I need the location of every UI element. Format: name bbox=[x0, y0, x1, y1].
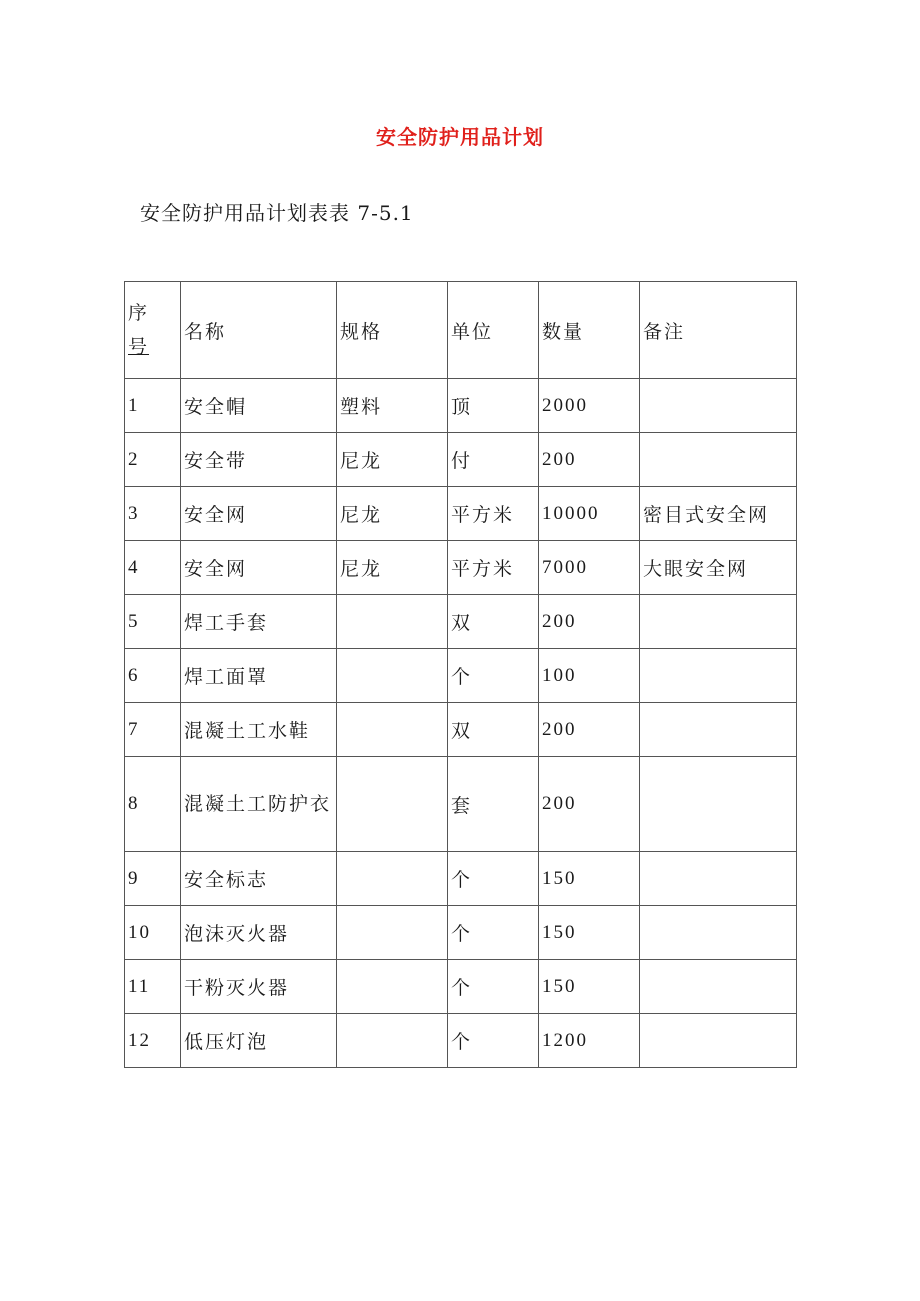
cell-qty: 100 bbox=[539, 649, 640, 703]
cell-unit: 套 bbox=[448, 757, 539, 852]
cell-spec bbox=[337, 595, 448, 649]
header-seq bbox=[125, 282, 181, 379]
cell-seq: 8 bbox=[125, 757, 181, 852]
cell-spec: 尼龙 bbox=[337, 487, 448, 541]
cell-name: 安全网 bbox=[181, 487, 337, 541]
table-row bbox=[125, 852, 797, 906]
cell-unit: 平方米 bbox=[448, 487, 539, 541]
cell-qty: 10000 bbox=[539, 487, 640, 541]
cell-spec bbox=[337, 852, 448, 906]
document-title: 安全防护用品计划 bbox=[376, 125, 544, 149]
cell-seq: 4 bbox=[125, 541, 181, 595]
cell-remark bbox=[640, 852, 797, 906]
cell-spec bbox=[337, 1014, 448, 1068]
cell-unit: 平方米 bbox=[448, 541, 539, 595]
table-caption: 安全防护用品计划表表 7-5.1 bbox=[140, 201, 414, 225]
cell-qty: 150 bbox=[539, 852, 640, 906]
header-name: 名称 bbox=[181, 282, 337, 379]
cell-seq: 10 bbox=[125, 906, 181, 960]
cell-name: 焊工手套 bbox=[181, 595, 337, 649]
cell-unit: 个 bbox=[448, 906, 539, 960]
cell-remark bbox=[640, 595, 797, 649]
cell-name: 安全网 bbox=[181, 541, 337, 595]
table-row bbox=[125, 649, 797, 703]
cell-name: 焊工面罩 bbox=[181, 649, 337, 703]
cell-seq: 5 bbox=[125, 595, 181, 649]
cell-remark bbox=[640, 906, 797, 960]
cell-unit: 双 bbox=[448, 595, 539, 649]
table-row bbox=[125, 487, 797, 541]
table-row bbox=[125, 906, 797, 960]
cell-seq: 9 bbox=[125, 852, 181, 906]
cell-spec bbox=[337, 906, 448, 960]
cell-seq: 3 bbox=[125, 487, 181, 541]
table-row bbox=[125, 960, 797, 1014]
cell-spec: 塑料 bbox=[337, 379, 448, 433]
cell-remark bbox=[640, 757, 797, 852]
table-row bbox=[125, 541, 797, 595]
cell-seq: 11 bbox=[125, 960, 181, 1014]
table-row bbox=[125, 379, 797, 433]
table-row bbox=[125, 433, 797, 487]
cell-unit: 个 bbox=[448, 960, 539, 1014]
cell-qty: 2000 bbox=[539, 379, 640, 433]
cell-qty: 150 bbox=[539, 906, 640, 960]
cell-qty: 150 bbox=[539, 960, 640, 1014]
cell-spec bbox=[337, 757, 448, 852]
cell-qty: 200 bbox=[539, 757, 640, 852]
cell-remark bbox=[640, 433, 797, 487]
cell-remark bbox=[640, 649, 797, 703]
cell-name: 泡沫灭火器 bbox=[181, 906, 337, 960]
header-seq-line2: 号 bbox=[128, 336, 150, 358]
cell-spec: 尼龙 bbox=[337, 433, 448, 487]
cell-spec bbox=[337, 649, 448, 703]
cell-seq: 12 bbox=[125, 1014, 181, 1068]
cell-name: 干粉灭火器 bbox=[181, 960, 337, 1014]
cell-seq: 7 bbox=[125, 703, 181, 757]
cell-name: 混凝土工防护衣 bbox=[181, 757, 337, 852]
cell-unit: 顶 bbox=[448, 379, 539, 433]
cell-seq: 1 bbox=[125, 379, 181, 433]
cell-seq: 6 bbox=[125, 649, 181, 703]
header-unit: 单位 bbox=[448, 282, 539, 379]
header-qty: 数量 bbox=[539, 282, 640, 379]
header-remark: 备注 bbox=[640, 282, 797, 379]
safety-equipment-table bbox=[124, 281, 797, 1068]
cell-remark bbox=[640, 960, 797, 1014]
cell-unit: 个 bbox=[448, 852, 539, 906]
cell-remark: 密目式安全网 bbox=[640, 487, 797, 541]
cell-name: 混凝土工水鞋 bbox=[181, 703, 337, 757]
cell-name: 安全带 bbox=[181, 433, 337, 487]
cell-remark bbox=[640, 379, 797, 433]
cell-seq: 2 bbox=[125, 433, 181, 487]
cell-remark: 大眼安全网 bbox=[640, 541, 797, 595]
table-row bbox=[125, 1014, 797, 1068]
cell-unit: 双 bbox=[448, 703, 539, 757]
cell-unit: 个 bbox=[448, 1014, 539, 1068]
header-seq-line1: 序 bbox=[128, 302, 150, 324]
header-spec: 规格 bbox=[337, 282, 448, 379]
cell-qty: 1200 bbox=[539, 1014, 640, 1068]
cell-name: 安全标志 bbox=[181, 852, 337, 906]
table-row bbox=[125, 595, 797, 649]
cell-unit: 付 bbox=[448, 433, 539, 487]
cell-qty: 200 bbox=[539, 595, 640, 649]
table-row bbox=[125, 703, 797, 757]
cell-name: 低压灯泡 bbox=[181, 1014, 337, 1068]
cell-name: 安全帽 bbox=[181, 379, 337, 433]
cell-remark bbox=[640, 1014, 797, 1068]
cell-unit: 个 bbox=[448, 649, 539, 703]
cell-qty: 7000 bbox=[539, 541, 640, 595]
cell-spec: 尼龙 bbox=[337, 541, 448, 595]
table-row bbox=[125, 757, 797, 852]
cell-remark bbox=[640, 703, 797, 757]
cell-spec bbox=[337, 703, 448, 757]
table-header-row bbox=[125, 282, 797, 379]
cell-qty: 200 bbox=[539, 703, 640, 757]
cell-qty: 200 bbox=[539, 433, 640, 487]
cell-spec bbox=[337, 960, 448, 1014]
